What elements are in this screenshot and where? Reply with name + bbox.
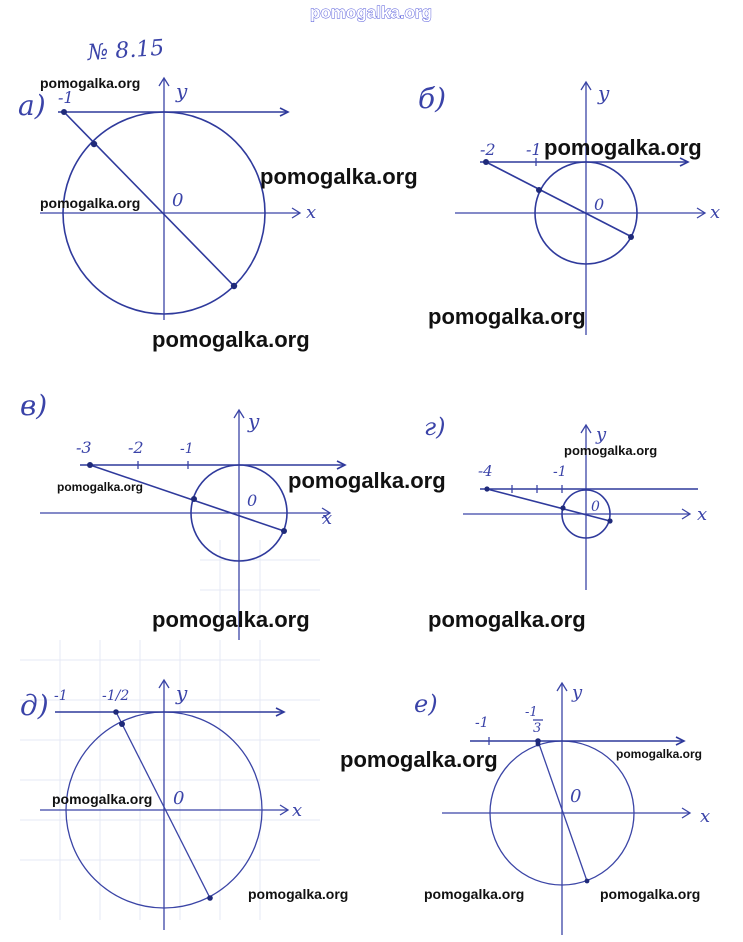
watermark: pomogalka.org (40, 75, 141, 91)
intersection-point (191, 496, 197, 502)
watermark: pomogalka.org (428, 607, 586, 632)
y-axis-label: y (248, 409, 260, 433)
intersection-point (536, 187, 542, 193)
graph-paper-background (20, 540, 320, 920)
watermark: pomogalka.org (340, 747, 498, 772)
intersection-point (281, 528, 287, 534)
part-label-v: в) (20, 389, 48, 422)
watermark: pomogalka.org (544, 135, 702, 160)
x-axis-label: x (322, 508, 333, 529)
tick-label: -4 (478, 462, 493, 480)
y-axis-label: y (596, 424, 607, 445)
intersection-point (207, 895, 213, 901)
point-on-line (483, 159, 489, 165)
y-axis-label: y (598, 81, 610, 105)
tick-label: -1 (58, 88, 74, 107)
tick-label: -1 (54, 688, 68, 704)
intersection-point (231, 283, 237, 289)
watermark: pomogalka.org (248, 886, 349, 902)
intersection-point (585, 879, 590, 884)
x-axis-label: x (306, 202, 317, 223)
point-on-line (113, 709, 119, 715)
intersection-point (628, 234, 634, 240)
part-label-a: а) (18, 89, 46, 122)
exercise-number: № 8.15 (86, 35, 166, 66)
x-axis-label: x (697, 504, 708, 525)
y-axis-label: y (176, 681, 188, 705)
watermark: pomogalka.org (52, 791, 153, 807)
watermark: pomogalka.org (152, 327, 310, 352)
site-watermark-header: pomogalka.org (310, 3, 432, 22)
tick-label: -1 (525, 705, 538, 720)
watermark: pomogalka.org (428, 304, 586, 329)
point-on-line (87, 462, 93, 468)
origin-label: 0 (591, 499, 600, 515)
watermark: pomogalka.org (424, 886, 525, 902)
watermark: pomogalka.org (616, 747, 703, 761)
y-axis-label: y (176, 79, 188, 103)
point-on-line (484, 486, 489, 491)
connecting-line (486, 162, 632, 237)
tick-label: -1 (553, 464, 567, 480)
intersection-point (607, 518, 612, 523)
intersection-point (560, 505, 565, 510)
part-label-b: б) (418, 82, 447, 115)
origin-label: 0 (570, 786, 582, 807)
y-axis-label: y (572, 682, 583, 703)
intersection-point (119, 721, 125, 727)
origin-label: 0 (173, 788, 185, 809)
watermark: pomogalka.org (57, 480, 144, 494)
point-on-line (61, 109, 67, 115)
tick-label: -1 (180, 441, 194, 457)
origin-label: 0 (172, 190, 184, 211)
origin-label: 0 (594, 195, 605, 214)
intersection-point (536, 742, 541, 747)
panel-v (20, 389, 345, 640)
x-axis-label: x (292, 800, 303, 821)
tick-label: -3 (76, 438, 92, 457)
panel-g (424, 413, 707, 590)
watermark: pomogalka.org (40, 195, 141, 211)
watermark: pomogalka.org (600, 886, 701, 902)
x-axis-label: x (700, 806, 711, 827)
intersection-point (91, 141, 97, 147)
part-label-e: е) (414, 690, 438, 718)
tick-label: 3 (533, 721, 542, 736)
watermark: pomogalka.org (152, 607, 310, 632)
part-label-g: г) (424, 413, 446, 441)
watermark: pomogalka.org (260, 164, 418, 189)
tick-label: -1 (526, 140, 542, 159)
watermark: pomogalka.org (564, 443, 658, 458)
part-label-d: д) (20, 689, 49, 722)
tick-label: -1 (475, 715, 489, 731)
tick-label: -1/2 (102, 688, 130, 704)
watermark: pomogalka.org (288, 468, 446, 493)
origin-label: 0 (247, 491, 258, 510)
tick-label: -2 (128, 438, 144, 457)
x-axis-label: x (710, 202, 721, 223)
panel-b (418, 81, 720, 335)
tick-label: -2 (480, 140, 496, 159)
